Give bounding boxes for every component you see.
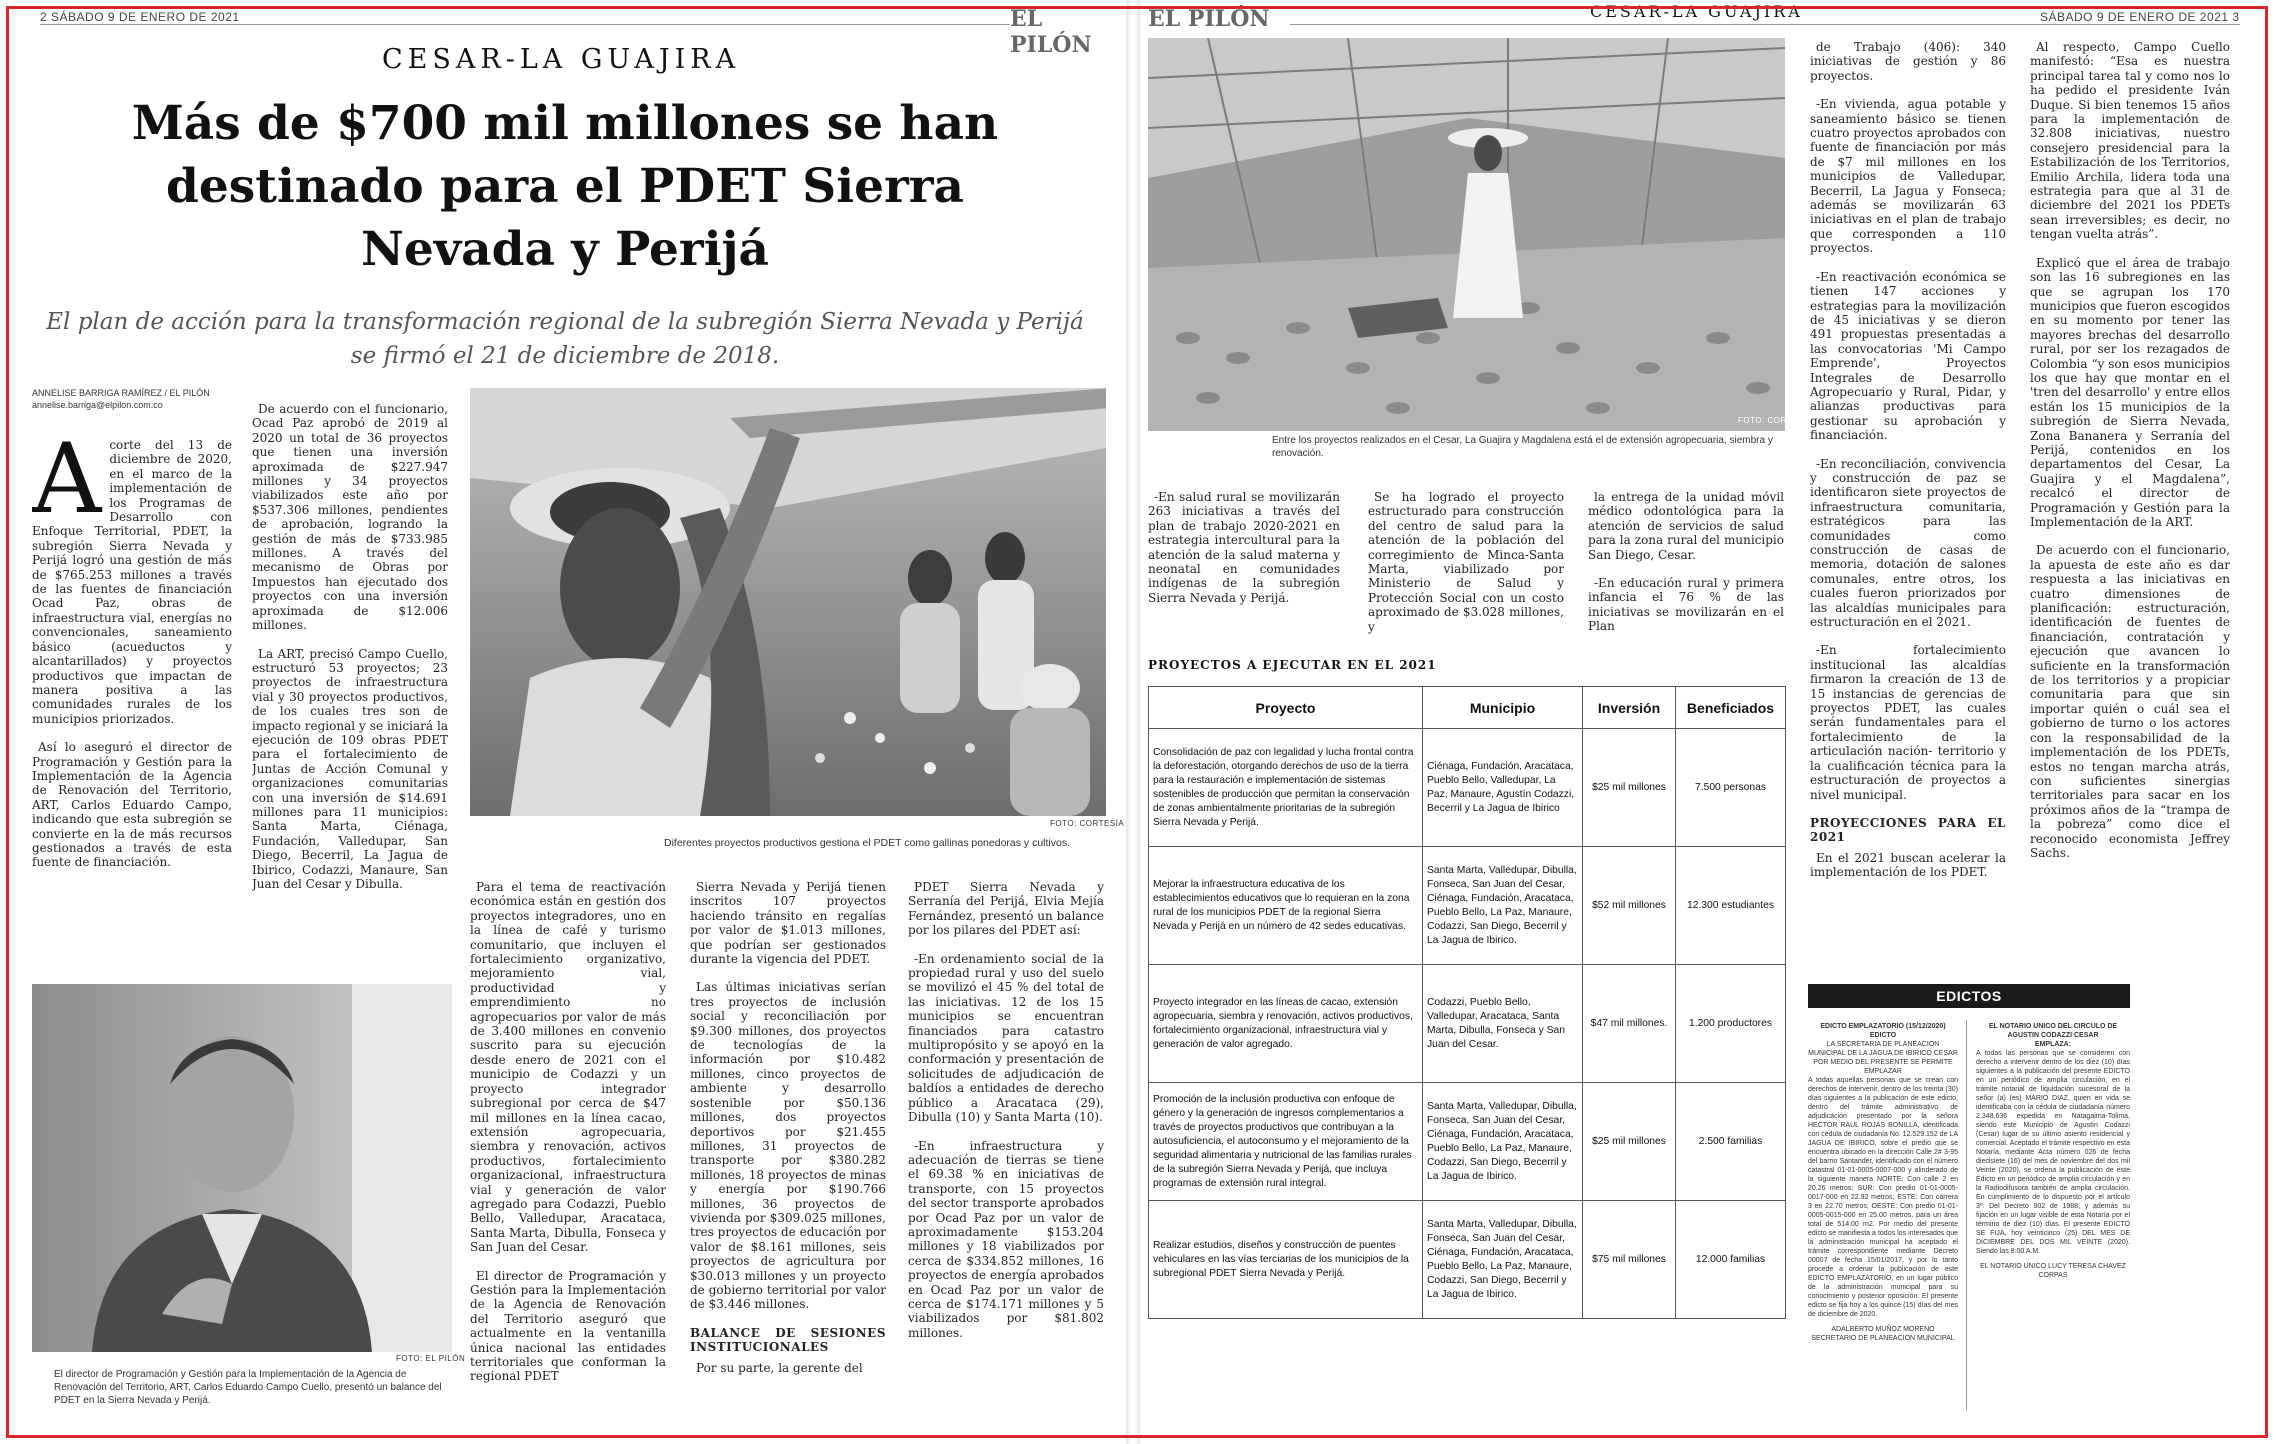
right-photo-caption: Entre los proyectos realizados en el Cesar, La Guajira y Magdalena está el de extensión agropecuaria, siembra y renovación. <box>1272 435 1773 459</box>
farmer-photo <box>470 388 1106 816</box>
dropcap: A <box>32 438 102 535</box>
cell-municipio: Codazzi, Pueblo Bello, Valledupar, Aracataca, Santa Marta, Dibulla, Fonseca y San Juan del Cesar. <box>1423 965 1583 1083</box>
left-col4-tail: Por su parte, la gerente del <box>696 1360 863 1375</box>
byline-name: ANNELISE BARRIGA RAMÍREZ / EL PILÓN <box>32 388 210 398</box>
headline: Más de $700 mil millones se han destinado para el PDET Sierra Nevada y Perijá <box>131 96 999 277</box>
left-col5-p2: -En ordenamiento social de la propiedad rural y uso del suelo se movilizó el 45 % del total de las iniciativas. 12 de los 15 municipios se encuentran financiados para catastro multipropósito y se apoyó en la conformación y presentación de solicitudes de adjudicación de baldíos a entidades de derecho público a Aracataca (29), Dibulla (10) y Santa Marta (10). <box>908 951 1104 1125</box>
farmer-photo-illustration <box>470 388 1106 816</box>
director-photo <box>32 984 452 1352</box>
byline-email[interactable]: annelise.barriga@elpilon.com.co <box>32 400 163 410</box>
drying-cacao-illustration <box>1148 38 1785 431</box>
edicto-left-head: LA SECRETARIA DE PLANEACION MUNICIPAL DE LA JAGUA DE IBIRICO CESAR POR MEDIO DEL PRESENTE SE PERMITE EMPLAZAR <box>1808 1041 1958 1075</box>
left-folio: 2 SÁBADO 9 DE ENERO DE 2021 <box>40 10 240 24</box>
th-municipio: Municipio <box>1423 687 1583 729</box>
right-col4-tail: En el 2021 buscan acelerar la implementación de los PDET. <box>1810 850 2006 880</box>
right-folio: SÁBADO 9 DE ENERO DE 2021 3 <box>2040 10 2240 24</box>
cell-beneficiados: 2.500 familias <box>1676 1083 1786 1201</box>
right-col-5 <box>2030 40 2230 970</box>
table-row <box>1149 729 1786 847</box>
edicto-right-title: EL NOTARIO UNICO DEL CIRCULO DE AGUSTIN CODAZZI CESAR <box>1988 1023 2118 1039</box>
left-col-5 <box>908 880 1104 1415</box>
cell-inversion: $25 mil millones <box>1583 1083 1676 1201</box>
left-col2-p1: De acuerdo con el funcionario, Ocad Paz aprobó de 2019 al 2020 un total de 36 proyectos que tienen una inversión aproximada de $227.947 millones y 34 proyectos viabilizados este año por $537.306 millones, pendientes de aprobación, logrando la gestión de más de $733.985 millones. A través del mecanismo de Obras por Impuestos han ejecutado dos proyectos con una inversión aproximada de $12.006 millones. <box>252 402 448 633</box>
left-col4-p1: Sierra Nevada y Perijá tienen inscritos 107 proyectos haciendo tránsito en regalías por valor de $1.013 millones, que podrían ser gestionados durante la vigencia del PDET. <box>690 880 886 967</box>
deck: El plan de acción para la transformación regional de la subregión Sierra Nevada y Perijá se firmó el 21 de diciembre de 2018. <box>46 309 1084 369</box>
left-col1-p1: corte del 13 de diciembre de 2020, en el marco de la implementación de los Programas de Desarrollo con Enfoque Territorial, PDET, la subregión Sierra Nevada y Perijá logró una gestión de más de $765.253 millones a través de las fuentes de financiación Ocad Paz, obras de infraestructura vial, energías no convencionales, saneamiento básico (acueductos y alcantarillados) y proyectos productivos que impactan de manera positiva a las comunidades rurales de los municipios priorizados. <box>32 438 232 726</box>
edicto-left-title: EDICTO EMPLAZATORIO (15/12/2020) EDICTO <box>1820 1023 1946 1039</box>
table-row <box>1149 1201 1786 1319</box>
projects-table <box>1148 686 1786 1319</box>
th-beneficiados: Beneficiados <box>1676 687 1786 729</box>
right-col1-p1: -En salud rural se movilizarán 263 iniciativas a través del plan de trabajo 2020-2021 en estrategia intercultural para la atención de la salud materna y neonatal en comunidades indígenas de la subregión Sierra Nevada y Perijá. <box>1148 490 1340 605</box>
right-col4-p3: -En reactivación económica se tienen 147 acciones y estrategias para la movilización de 45 iniciativas y se dieron 491 propuestas presentadas a las convocatorias 'Mi Campo Emprende', Proyectos Integrales de Desarrollo Agropecuario y Rural, Pidar, y alianzas productivas para gestionar su aprobación y financiación. <box>1810 269 2006 443</box>
left-col-4 <box>690 880 886 1415</box>
right-section-tag: CESAR-LA GUAJIRA <box>1590 2 1803 21</box>
left-col2-p2: La ART, precisó Campo Cuello, estructuró 53 proyectos; 23 proyectos de infraestructura vial y 30 proyectos productivos, de los cuales tres son de impacto regional y se iniciará la ejecución de 109 obras PDET para el fortalecimiento de Juntas de Acción Comunal y organizaciones comunitarias con una inversión de $14.691 millones para 11 municipios: Santa Marta, Ciénaga, Fundación, Valledupar, San Diego, Becerril, La Jagua de Ibirico, Codazzi, Manaure, San Juan del Cesar y Dibulla. <box>252 646 448 891</box>
right-col4-p1: de Trabajo (406): 340 iniciativas de gestión y 86 proyectos. <box>1810 40 2006 83</box>
edicto-left-body: A todas aquellas personas que se crean con derechos de intervenir, dentro de los treinta (30) días siguientes a la publicación de este edicto, dentro del trámite administrativo de adjudicación presentado por la señora HECTOR RAUL ROJAS BONILLA, identificada con cédula de ciudadanía No. 12.529.152 de LA JAGUA DE IBIRICO, sobre el predio que se encuentra ubicado en la dirección Calle 2# 3-95 del barrio Santander, identificado con el número catastral 01-01-0005-0007-000 y alinderado de la siguiente manera NORTE: Con calle 2 en 20.26 metros; SUR: Con predio 01-01-0005-0017-000 en 22.92 metros; ESTE: Con carrera 3 en 22.70 metros; OESTE: Con predio 01-01-0005-0015-000 en 25.00 metros, para un área total de 514.00 m2. Por medio del presente edicto se manifiesta a todos los interesados que la administración municipal ha aceptado el trámite correspondiente mediante Decreto 00007 de fecha 15/01/2017, y por lo tanto procede a ordenar la publicación de este EDICTO EMPLAZATORIO, en un lugar público de la administración municipal para su conocimiento y posterior oposición. El presente edicto se fija hoy a los quince (15) días del mes de diciembre de 2020. <box>1808 1077 1958 1318</box>
cell-municipio: Santa Marta, Valledupar, Dibulla, Fonseca, San Juan del Cesar, Ciénaga, Fundación, Aracataca, Pueblo Bello, La Paz, Manaure, Codazzi, San Diego, Becerril y La Jagua de Ibirico. <box>1423 1083 1583 1201</box>
edictos-divider <box>1966 1020 1967 1410</box>
left-col-3 <box>470 880 666 1415</box>
cell-proyecto: Proyecto integrador en las líneas de cacao, extensión agropecuaria, siembra y renovación, activos productivos, fortalecimiento organizacional, infraestructura vial y generación de valor agregado. <box>1149 965 1423 1083</box>
cell-inversion: $47 mil millones. <box>1583 965 1676 1083</box>
right-header-rule <box>1290 24 2240 25</box>
left-col5-p1: PDET Sierra Nevada y Serranía del Perijá, Elvia Mejía Fernández, presentó un balance por los pilares del PDET así: <box>908 880 1104 938</box>
cell-beneficiados: 12.000 familias <box>1676 1201 1786 1319</box>
th-inversion: Inversión <box>1583 687 1676 729</box>
left-page <box>0 0 1126 1444</box>
right-col4-subhead: PROYECCIONES PARA EL 2021 <box>1810 815 2006 845</box>
right-col-2 <box>1368 490 1564 640</box>
cell-proyecto: Promoción de la inclusión productiva con enfoque de género y la generación de ingresos complementarios a través de proyectos productivos que contribuyan a la autosuficiencia, el autoconsumo y el mejoramiento de la seguridad alimentaria y nutricional de las familias rurales de la subregión Sierra Nevada y Perijá, que incluya programas de extensión rural integral. <box>1149 1083 1423 1201</box>
section-kicker: CESAR-LA GUAJIRA <box>382 44 741 75</box>
cell-municipio: Ciénaga, Fundación, Aracataca, Pueblo Bello, Valledupar, La Paz, Manaure, Agustín Codazzi, Becerril y La Jagua de Ibirico <box>1423 729 1583 847</box>
right-col-1 <box>1148 490 1340 640</box>
photo2-caption: El director de Programación y Gestión para la Implementación de la Agencia de Renovación del Territorio, ART, Carlos Eduardo Campo Cuello, presentó un balance del PDET en la Sierra Nevada y Perijá. <box>54 1369 442 1406</box>
cell-proyecto: Realizar estudios, diseños y construcción de puentes vehiculares en las vías terciarias de los municipios de la subregional PDET Sierra Nevada y Perijá. <box>1149 1201 1423 1319</box>
left-masthead: EL PILÓN <box>1010 6 1092 58</box>
photo1-credit: FOTO: CORTESÍA <box>1050 819 1125 828</box>
cell-inversion: $25 mil millones <box>1583 729 1676 847</box>
edictos-bar: EDICTOS <box>1808 984 2130 1008</box>
left-col5-p3: -En infraestructura y adecuación de tierras se tiene el 69.38 % en iniciativas de transporte, con 15 proyectos del sector transporte aprobados por Ocad Paz por un valor de aproximadamente $153.204 millones y 18 viabilizados por cerca de $334.852 millones, 16 proyectos de energía aprobados en Ocad Paz por un valor de cerca de $174.171 millones y 5 viabilizados por $81.802 millones. <box>908 1138 1104 1340</box>
right-col5-p3: De acuerdo con el funcionario, la apuesta de este año es dar respuesta a las iniciativas en cuatro dimensiones de planificación: estructuración, identificación de fuentes de financiación, contratación y ejecución que avancen lo suficiente en la transformación de los territorios y a propiciar comunitaria para que sin importar quién o cuál sea el gobierno de turno o los actores con la responsabilidad de la implementación de los PDETs, estos no tengan marcha atrás, con suficientes sinergias territoriales para sacar en los próximos años de la “trampa de la pobreza” como dice el reconocido economista Jeffrey Sachs. <box>2030 543 2230 860</box>
cell-inversion: $52 mil millones <box>1583 847 1676 965</box>
left-col3-p2: El director de Programación y Gestión para la Implementación de la Agencia de Renovación del Territorio aseguró que actualmente en la ventanilla única nacional las entidades territoriales que conforman la regional PDET <box>470 1268 666 1384</box>
edicto-left-sign: ADALBERTO MUÑOZ MORENO SECRETARIO DE PLANEACION MUNICIPAL <box>1811 1326 1955 1342</box>
right-photo-credit: FOTO: CORTESÍA <box>1738 416 1813 425</box>
right-col2-p1: Se ha logrado el proyecto estructurado para construcción del centro de salud para la atención de la población del corregimiento de Minca-Santa Marta, viabilizado por Ministerio de Salud y Protección Social con un costo aproximado de $3.028 millones, y <box>1368 490 1564 634</box>
projects-table-header <box>1149 687 1786 729</box>
right-col4-p2: -En vivienda, agua potable y saneamiento básico se tienen cuatro proyectos aprobados con fuente de financiación por más de $7 mil millones en los municipios de Valledupar, Becerril, La Jagua y Fonseca; además se movilizarán 63 iniciativas en el plan de trabajo que corresponden a 110 proyectos. <box>1810 97 2006 256</box>
right-col4-p5: -En fortalecimiento institucional las alcaldías firmaron la creación de 13 de 15 instancias de gerencias de proyectos PDET, las cuales serán fundamentales para el fortalecimiento de la articulación nación- territorio y la cualificación técnica para la estructuración de proyectos a nivel municipal. <box>1810 643 2006 802</box>
right-col5-p2: Explicó que el área de trabajo son las 16 subregiones en las que se agrupan los 170 municipios que fueron escogidos en su momento por tener las mayores brechas del desarrollo rural, por ser los rezagados de Colombia “y son esos municipios los que hay que montar en el 'tren del desarrollo' y entre ellos están los 15 municipios de la subregión de Sierra Nevada, Zona Bananera y Serranía del Perijá, contenidos en los departamentos del Cesar, La Guajira y el Magdalena”, recalcó el director de Programación y Gestión para la Implementación de la ART. <box>2030 255 2230 529</box>
left-col-1 <box>32 438 232 948</box>
right-col-3 <box>1588 490 1784 640</box>
right-col3-p2: -En educación rural y primera infancia el 76 % de las iniciativas se movilizarán en el Plan <box>1588 576 1784 634</box>
byline <box>32 387 210 411</box>
left-col-2 <box>252 402 448 948</box>
edicto-right-body: A todas las personas que se consideren con derecho a intervenir dentro de los diez (10) días siguientes a la publicación del presente EDICTO en un periódico de amplia circulación, en el trámite notarial de liquidación sucesoral de la señor (a) (es) MARIO DIAZ, quien en vida se identificaba con la cédula de ciudadanía número 2.348.636 expedida en Natagaima-Tolima, siendo este Municipio de Agustín Codazzi (Cesar) lugar de su último asiento residencial y comercial. Aceptado el trámite respectivo en esta Notaría, mediante Acta número 026 de fecha diecisiete (16) del mes de noviembre del dos mil Veinte (2020), se ordena la publicación de este Edicto en un periódico de amplia circulación y en la Radiodifusora también de amplia circulación. En cumplimiento de lo dispuesto por el artículo 3º. Del Decreto 902 de 1988, y además su fijación en un lugar visible de esta Notaría por el término de diez (10) días. El presente EDICTO SE FIJA, hoy veinticinco (25) DEL MES DE DICIEMBRE DEL DOS MIL VEINTE (2020). Siendo las 8:00 A.M. <box>1976 1050 2130 1255</box>
photo2-credit: FOTO: EL PILÓN <box>396 1354 466 1363</box>
drying-cacao-photo <box>1148 38 1785 431</box>
left-header-rule <box>40 24 1010 25</box>
cell-municipio: Santa Marta, Valledupar, Dibulla, Fonseca, San Juan del Cesar, Ciénaga, Fundación, Aracataca, Pueblo Bello, La Paz, Manaure, Codazzi, San Diego, Becerril y La Jagua de Ibirico. <box>1423 1201 1583 1319</box>
cell-municipio: Santa Marta, Valledupar, Dibulla, Fonseca, San Juan del Cesar, Ciénaga, Fundación, Aracataca, Pueblo Bello, La Paz, Manaure, Codazzi, San Diego, Becerril y La Jagua de Ibirico. <box>1423 847 1583 965</box>
edicto-right-head: EMPLAZA: <box>2034 1041 2072 1048</box>
left-col4-p2: Las últimas iniciativas serían tres proyectos de inclusión social y reconciliación por $9.300 millones, dos proyectos de tecnologías de la información por $10.482 millones, cinco proyectos de ambiente y desarrollo sostenible por $50.136 millones, dos proyectos deportivos por $21.455 millones, 31 proyectos de transporte por $380.282 millones, 18 proyectos de minas y energía por $190.766 millones, 36 proyectos de vivienda por $309.025 millones, tres proyectos de educación por valor de $8.161 millones, seis proyectos de agricultura por $30.013 millones y un proyecto de gobierno territorial por valor de $3.446 millones. <box>690 980 886 1312</box>
right-col3-p1: la entrega de la unidad móvil médico odontológica para la atención de servicios de salud para la zona rural del municipio San Diego, Cesar. <box>1588 490 1784 562</box>
cell-proyecto: Mejorar la infraestructura educativa de los establecimientos educativos que lo requieran en la zona rural de los municipios PDET de la regional Sierra Nevada y Perijá en un número de 42 sedes educativas. <box>1149 847 1423 965</box>
right-col5-p1: Al respecto, Campo Cuello manifestó: “Esa es nuestra principal tarea tal y como nos lo ha pedido el presidente Iván Duque. Si bien tenemos 15 años para la implementación de 32.808 iniciativas, nuestro consejero presidencial para la Estabilización de los Territorios, Emilio Archila, lidera toda una estrategia para que al 31 de diciembre del 2021 los PDETs sean irreversibles; es decir, no tengan vuelta atrás”. <box>2030 40 2230 242</box>
left-col3-p1: Para el tema de reactivación económica están en gestión dos proyectos integradores, uno en la línea de café y turismo comunitario, que incluyen el fortalecimiento organizativo, mejoramiento vial, productividad y emprendimiento no agropecuarios por valor de más de 3.400 millones en convenio suscrito para su ejecución desde enero de 2021 con el municipio de Codazzi y un proyecto integrador subregional por cerca de $47 mil millones en la línea cacao, extensión agropecuaria, siembra y renovación, activos productivos, fortalecimiento organizacional, infraestructura vial y generación de valor agregado para Codazzi, Pueblo Bello, Valledupar, Aracataca, Santa Marta, Dibulla, Fonseca y San Juan del Cesar. <box>470 880 666 1255</box>
cell-inversion: $75 mil millones <box>1583 1201 1676 1319</box>
left-col1-p2: Así lo aseguró el director de Programación y Gestión para la Implementación de la Agencia de Renovación del Territorio, ART, Carlos Eduardo Campo, indicando que esta subregión se convierte en la de más recursos gestionados a través de esta fuente de financiación. <box>32 740 232 870</box>
cell-proyecto: Consolidación de paz con legalidad y lucha frontal contra la deforestación, otorgando derechos de uso de la tierra para la restauración e implementación de sistemas sostenibles de producción que permitan la conservación de zonas ambientalmente prioritarias de la subregión Sierra Nevada y Perijá. <box>1149 729 1423 847</box>
cell-beneficiados: 7.500 personas <box>1676 729 1786 847</box>
edicto-left <box>1808 1022 1958 1422</box>
edicto-right-sign: EL NOTARIO UNICO LUCY TERESA CHAVEZ CORPAS <box>1980 1263 2126 1279</box>
cell-beneficiados: 1.200 productores <box>1676 965 1786 1083</box>
th-proyecto: Proyecto <box>1149 687 1423 729</box>
page-gutter <box>1126 0 1140 1444</box>
cell-beneficiados: 12.300 estudiantes <box>1676 847 1786 965</box>
right-col4-p4: -En reconciliación, convivencia y construcción de paz se identificaron siete proyectos de infraestructura comunitaria, estratégicos para las comunidades como construcción de casas de memoria, dotación de salones comunales, entre otros, los cuales fueron priorizados por las alcaldías municipales para estructuración en el 2021. <box>1810 456 2006 630</box>
table-row <box>1149 1083 1786 1201</box>
right-col-4 <box>1810 40 2006 970</box>
edicto-right <box>1976 1022 2130 1422</box>
photo1-caption: Diferentes proyectos productivos gestiona el PDET como gallinas ponedoras y cultivos. <box>664 837 1071 849</box>
table-row <box>1149 847 1786 965</box>
projects-table-title: PROYECTOS A EJECUTAR EN EL 2021 <box>1148 658 1437 672</box>
right-masthead: EL PILÓN <box>1148 6 1270 32</box>
table-row <box>1149 965 1786 1083</box>
director-photo-illustration <box>32 984 452 1352</box>
left-col4-subhead: BALANCE DE SESIONES INSTITUCIONALES <box>690 1325 886 1355</box>
